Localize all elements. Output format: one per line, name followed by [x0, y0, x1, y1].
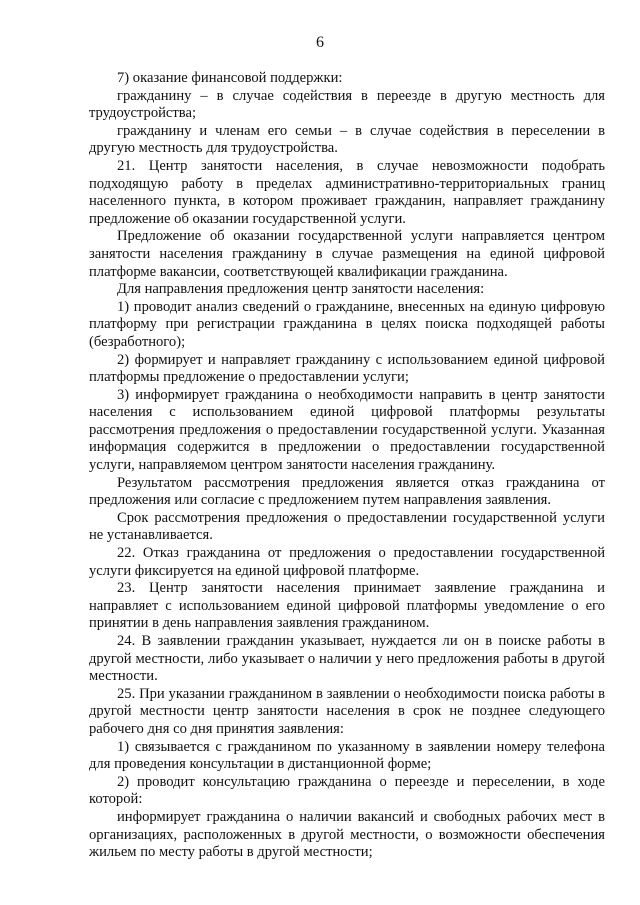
paragraph: 1) связывается с гражданином по указанному в заявлении номеру телефона для проведения консультации в дистанционной форме;	[89, 738, 605, 773]
paragraph: 24. В заявлении гражданин указывает, нуждается ли он в поиске работы в другой местности, либо указывает о наличии у него предложения работы в другой местности.	[89, 633, 605, 685]
paragraph: 7) оказание финансовой поддержки:	[117, 70, 343, 86]
paragraph: 21. Центр занятости населения, в случае невозможности подобрать подходящую работу в пределах административно-территориальных границ населенного пункта, в котором проживает гражданин, направляет гражданину предложение об оказании государственной услуги.	[89, 157, 605, 227]
paragraph: Результатом рассмотрения предложения является отказ гражданина от предложения или согласие с предложением путем направления заявления.	[89, 474, 605, 509]
paragraph: 23. Центр занятости населения принимает заявление гражданина и направляет с использованием единой цифровой платформы уведомление о его принятии в день направления заявления гражданином.	[89, 580, 605, 632]
paragraph: Для направления предложения центр занятости населения:	[117, 281, 485, 298]
paragraph: гражданину и членам его семьи – в случае содействия в переселении в другую местность для трудоустройства.	[89, 122, 605, 157]
paragraph: Предложение об оказании государственной услуги направляется центром занятости населения гражданину в случае размещения на единой цифровой платформе вакансии, соответствующей квалификации гражданина.	[89, 228, 605, 280]
paragraph: 25. При указании гражданином в заявлении о необходимости поиска работы в другой местности центр занятости населения в срок не позднее следующего рабочего дня со дня принятия заявления:	[89, 685, 605, 737]
paragraph: Срок рассмотрения предложения о предоставлении государственной услуги не устанавливается.	[89, 509, 605, 544]
paragraph: 2) проводит консультацию гражданина о переезде и переселении, в ходе которой:	[89, 773, 605, 808]
paragraph: 1) проводит анализ сведений о гражданине, внесенных на единую цифровую платформу при регистрации гражданина в целях поиска подходящей работы (безработного);	[89, 298, 605, 350]
paragraph: 22. Отказ гражданина от предложения о предоставлении государственной услуги фиксируется на единой цифровой платформе.	[89, 545, 605, 579]
paragraph: 3) информирует гражданина о необходимости направить в центр занятости населения с использованием единой цифровой платформы результаты рассмотрения предложения о предоставлении государственной услуги. Указанная информация содержится в предложении о предоставлении государственной услуги, направляемом центром занятости населения гражданину.	[89, 386, 605, 474]
document-body	[89, 70, 605, 862]
paragraph: гражданину – в случае содействия в переезде в другую местность для трудоустройства;	[89, 87, 605, 122]
page-number: 6	[316, 34, 324, 51]
paragraph: информирует гражданина о наличии вакансий и свободных рабочих мест в организациях, расположенных в другой местности, о возможности обеспечения жильем по месту работы в другой местности;	[89, 808, 605, 861]
paragraph: 2) формирует и направляет гражданину с использованием единой цифровой платформы предложение о предоставлении услуги;	[89, 351, 605, 386]
